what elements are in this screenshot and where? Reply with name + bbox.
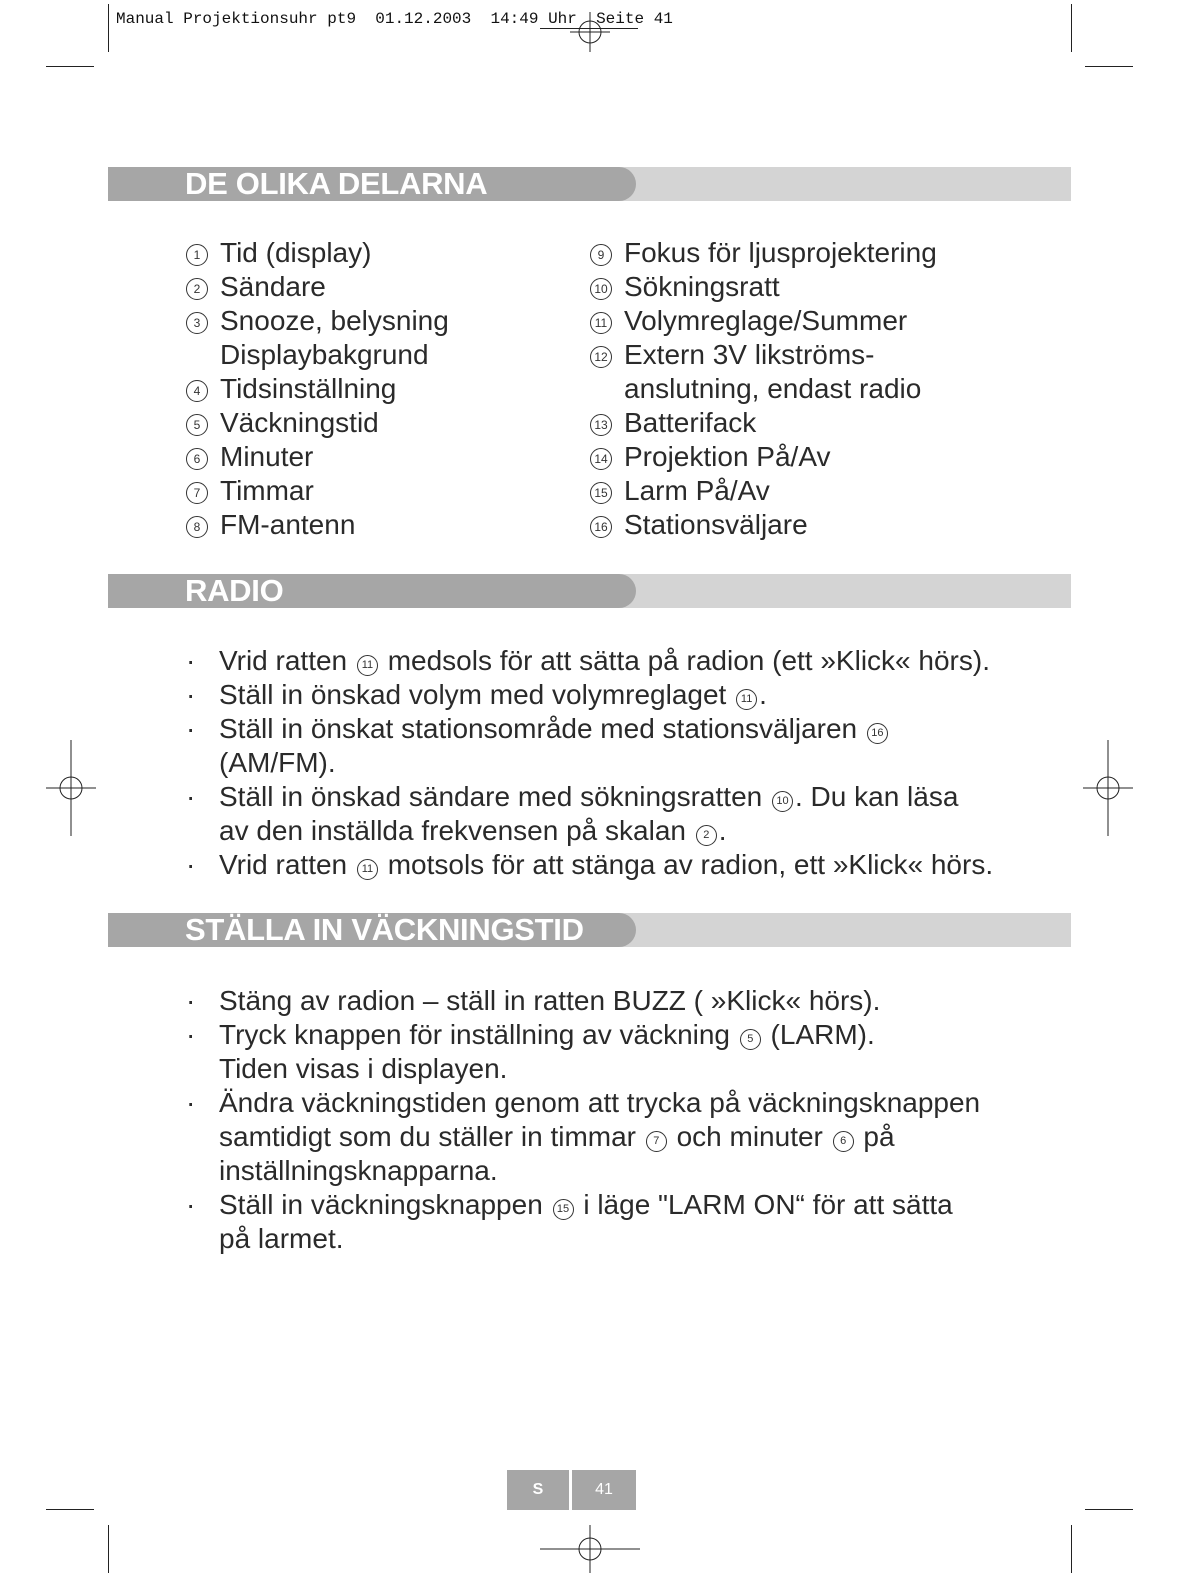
parts-list-left xyxy=(186,236,449,542)
item-text: Batterifack xyxy=(624,407,757,438)
circled-number: 2 xyxy=(186,278,208,300)
circled-number: 16 xyxy=(590,516,612,538)
bullet-item: · Ställ in önskad sändare med sökningsratten 10 . Du kan läsa xyxy=(186,781,959,812)
list-item xyxy=(186,474,449,508)
circled-number: 1 xyxy=(186,244,208,266)
item-text: Larm På/Av xyxy=(624,475,770,506)
bullet-item-continuation: Tiden visas i displayen. xyxy=(219,1053,508,1084)
section-header-alarm xyxy=(108,913,1071,947)
circled-number: 2 xyxy=(696,825,717,846)
print-slug: Manual Projektionsuhr pt9 01.12.2003 14:49 Uhr Seite 41 xyxy=(116,10,673,28)
circled-number: 11 xyxy=(357,859,378,880)
bullet-item: · Ändra väckningstiden genom att trycka på väckningsknappen xyxy=(186,1087,981,1118)
item-text: Displaybakgrund xyxy=(220,339,429,370)
crop-mark xyxy=(1085,66,1133,67)
circled-number: 11 xyxy=(736,689,757,710)
circled-number: 12 xyxy=(590,346,612,368)
list-item-continuation xyxy=(186,338,449,372)
circled-number: 8 xyxy=(186,516,208,538)
footer-language-tab: S xyxy=(507,1470,569,1510)
registration-mark-right xyxy=(1083,740,1133,836)
circled-number: 15 xyxy=(590,482,612,504)
circled-number: 6 xyxy=(186,448,208,470)
section-title: STÄLLA IN VÄCKNINGSTID xyxy=(185,912,584,947)
item-text: Väckningstid xyxy=(220,407,379,438)
list-item xyxy=(590,440,937,474)
item-text: Sökningsratt xyxy=(624,271,780,302)
circled-number: 4 xyxy=(186,380,208,402)
list-item xyxy=(186,440,449,474)
list-item xyxy=(590,338,937,372)
item-text: Projektion På/Av xyxy=(624,441,831,472)
bullet-item: · Vrid ratten 11 motsols för att stänga av radion, ett »Klick« hörs. xyxy=(186,849,994,880)
bullet-item: · Ställ in önskad volym med volymreglaget 11 . xyxy=(186,679,767,710)
item-text: Timmar xyxy=(220,475,314,506)
circled-number: 9 xyxy=(590,244,612,266)
crop-mark xyxy=(1071,4,1072,52)
item-text: Stationsväljare xyxy=(624,509,808,540)
crop-mark xyxy=(108,1525,109,1573)
list-item xyxy=(186,270,449,304)
section-header-radio xyxy=(108,574,1071,608)
circled-number: 7 xyxy=(186,482,208,504)
section-title: RADIO xyxy=(185,573,284,608)
crop-mark xyxy=(1071,1525,1072,1573)
circled-number: 14 xyxy=(590,448,612,470)
section-title: DE OLIKA DELARNA xyxy=(185,166,488,201)
item-text: Volymreglage/Summer xyxy=(624,305,908,336)
list-item xyxy=(590,474,937,508)
list-item xyxy=(186,236,449,270)
crop-mark xyxy=(1085,1509,1133,1510)
item-text: Extern 3V likströms- xyxy=(624,339,875,370)
item-text: Snooze, belysning xyxy=(220,305,449,336)
bullet-item: · Ställ in väckningsknappen 15 i läge "LARM ON“ för att sätta xyxy=(186,1189,953,1220)
bullet-item: · Vrid ratten 11 medsols för att sätta på radion (ett »Klick« hörs). xyxy=(186,645,990,676)
list-item xyxy=(590,270,937,304)
circled-number: 10 xyxy=(772,791,793,812)
bullet-item-continuation: av den inställda frekvensen på skalan 2 . xyxy=(219,815,727,846)
circled-number: 11 xyxy=(590,312,612,334)
alarm-instructions xyxy=(186,984,980,1256)
item-text: Tid (display) xyxy=(220,237,372,268)
registration-mark-top xyxy=(570,12,610,52)
bullet-item: · Stäng av radion – ställ in ratten BUZZ ( »Klick« hörs). xyxy=(186,985,881,1016)
list-item xyxy=(590,508,937,542)
circled-number: 6 xyxy=(833,1131,854,1152)
crop-mark xyxy=(46,1509,94,1510)
list-item xyxy=(186,304,449,338)
list-item-continuation xyxy=(590,372,937,406)
circled-number: 10 xyxy=(590,278,612,300)
circled-number: 15 xyxy=(553,1199,574,1220)
list-item xyxy=(186,372,449,406)
list-item xyxy=(590,406,937,440)
bullet-item: · Tryck knappen för inställning av väckning 5 (LARM). xyxy=(186,1019,875,1050)
bullet-item: · Ställ in önskat stationsområde med stationsväljaren 16 xyxy=(186,712,993,746)
circled-number: 11 xyxy=(357,655,378,676)
bullet-item-continuation: på larmet. xyxy=(219,1223,344,1254)
bullet-item-continuation: (AM/FM). xyxy=(219,747,336,778)
crop-mark xyxy=(108,4,109,52)
item-text: Fokus för ljusprojektering xyxy=(624,237,937,268)
list-item xyxy=(186,406,449,440)
list-item xyxy=(590,236,937,270)
bullet-item-continuation: samtidigt som du ställer in timmar 7 och minuter 6 på xyxy=(219,1121,895,1152)
item-text: Minuter xyxy=(220,441,314,472)
crop-mark xyxy=(46,66,94,67)
bullet-item-continuation: inställningsknapparna. xyxy=(219,1155,498,1186)
registration-mark-bottom xyxy=(540,1525,640,1573)
circled-number: 7 xyxy=(646,1131,667,1152)
circled-number: 5 xyxy=(186,414,208,436)
item-text: Tidsinställning xyxy=(220,373,397,404)
parts-list-right xyxy=(590,236,937,542)
item-text: FM-antenn xyxy=(220,509,356,540)
registration-mark-left xyxy=(46,740,96,836)
list-item xyxy=(590,304,937,338)
footer-page-number: 41 xyxy=(572,1470,636,1510)
circled-number: 3 xyxy=(186,312,208,334)
list-item xyxy=(186,508,449,542)
circled-number: 5 xyxy=(740,1029,761,1050)
radio-instructions xyxy=(186,644,993,882)
item-text: Sändare xyxy=(220,271,326,302)
circled-number: 13 xyxy=(590,414,612,436)
circled-number: 16 xyxy=(867,723,888,744)
section-header-parts xyxy=(108,167,1071,201)
item-text: anslutning, endast radio xyxy=(624,373,922,404)
